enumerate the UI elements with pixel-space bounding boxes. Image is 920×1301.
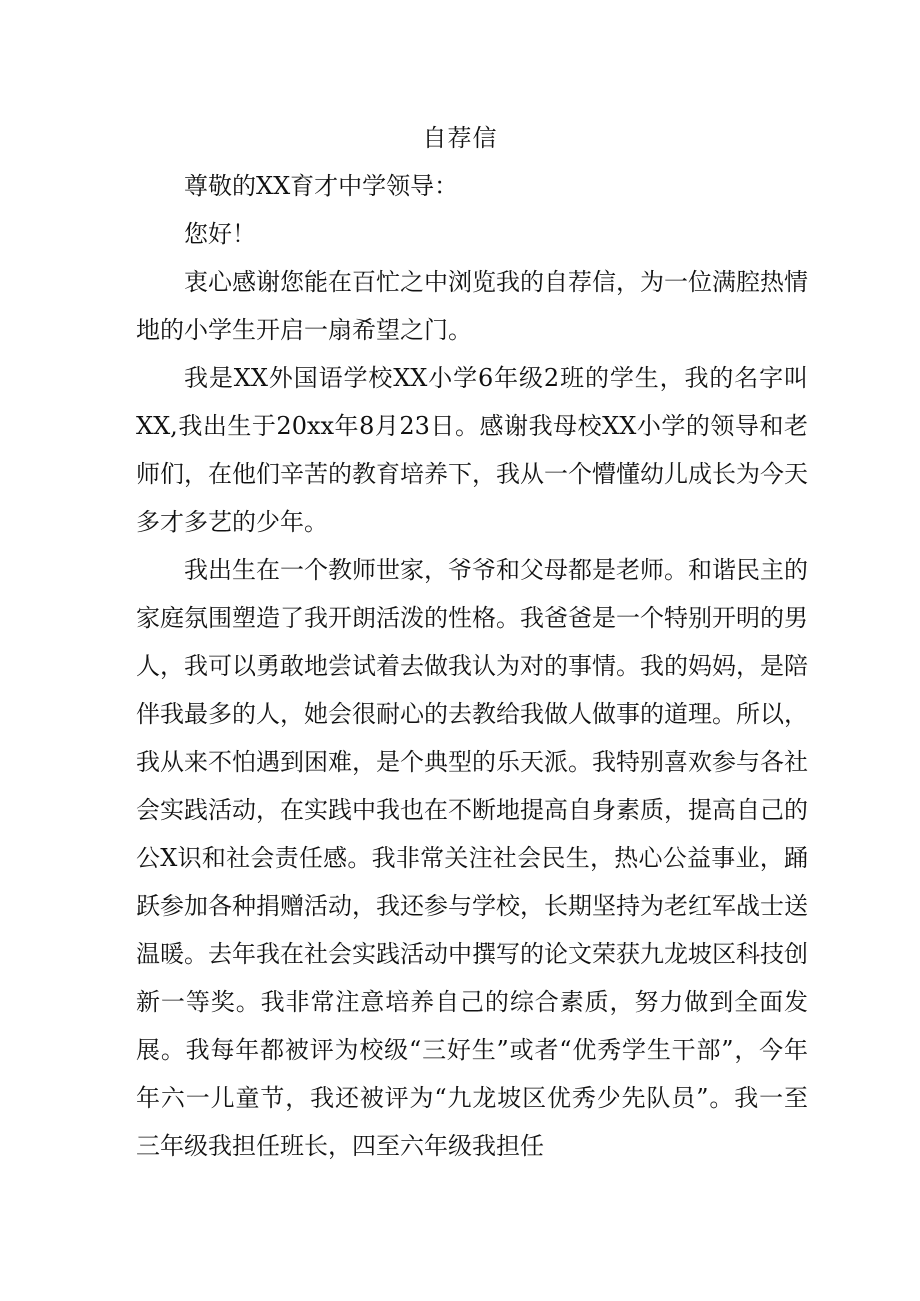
letter-body xyxy=(136,162,808,1170)
salutation: 尊敬的XX育才中学领导： xyxy=(184,172,459,200)
paragraph: 我出生在一个教师世家，爷爷和父母都是老师。和谐民主的家庭氛围塑造了我开朗活泼的性格。我爸爸是一个特别开明的男人，我可以勇敢地尝试着去做我认为对的事情。我的妈妈，是陪伴我最多的人，她会很耐心的去教给我做人做事的道理。所以，我从来不怕遇到困难，是个典型的乐天派。我特别喜欢参与各社会实践活动，在实践中我也在不断地提高自身素质，提高自己的公X识和社会责任感。我非常关注社会民生，热心公益事业，踊跃参加各种捐赠活动，我还参与学校，长期坚持为老红军战士送温暖。去年我在社会实践活动中撰写的论文荣获九龙坡区科技创新一等奖。我非常注意培养自己的综合素质，努力做到全面发展。我每年都被评为校级“三好生”或者“优秀学生干部”，今年年六一儿童节，我还被评为“九龙坡区优秀少先队员”。我一至三年级我担任班长，四至六年级我担任 xyxy=(136,556,808,1160)
document-title: 自荐信 xyxy=(422,124,498,152)
greeting: 您好！ xyxy=(184,220,256,248)
paragraph: 衷心感谢您能在百忙之中浏览我的自荐信，为一位满腔热情地的小学生开启一扇希望之门。 xyxy=(136,268,808,344)
paragraph: 我是XX外国语学校XX小学6年级2班的学生，我的名字叫XX,我出生于20xx年8月23日。感谢我母校XX小学的领导和老师们，在他们辛苦的教育培养下，我从一个懵懂幼儿成长为今天多才多艺的少年。 xyxy=(136,364,808,536)
